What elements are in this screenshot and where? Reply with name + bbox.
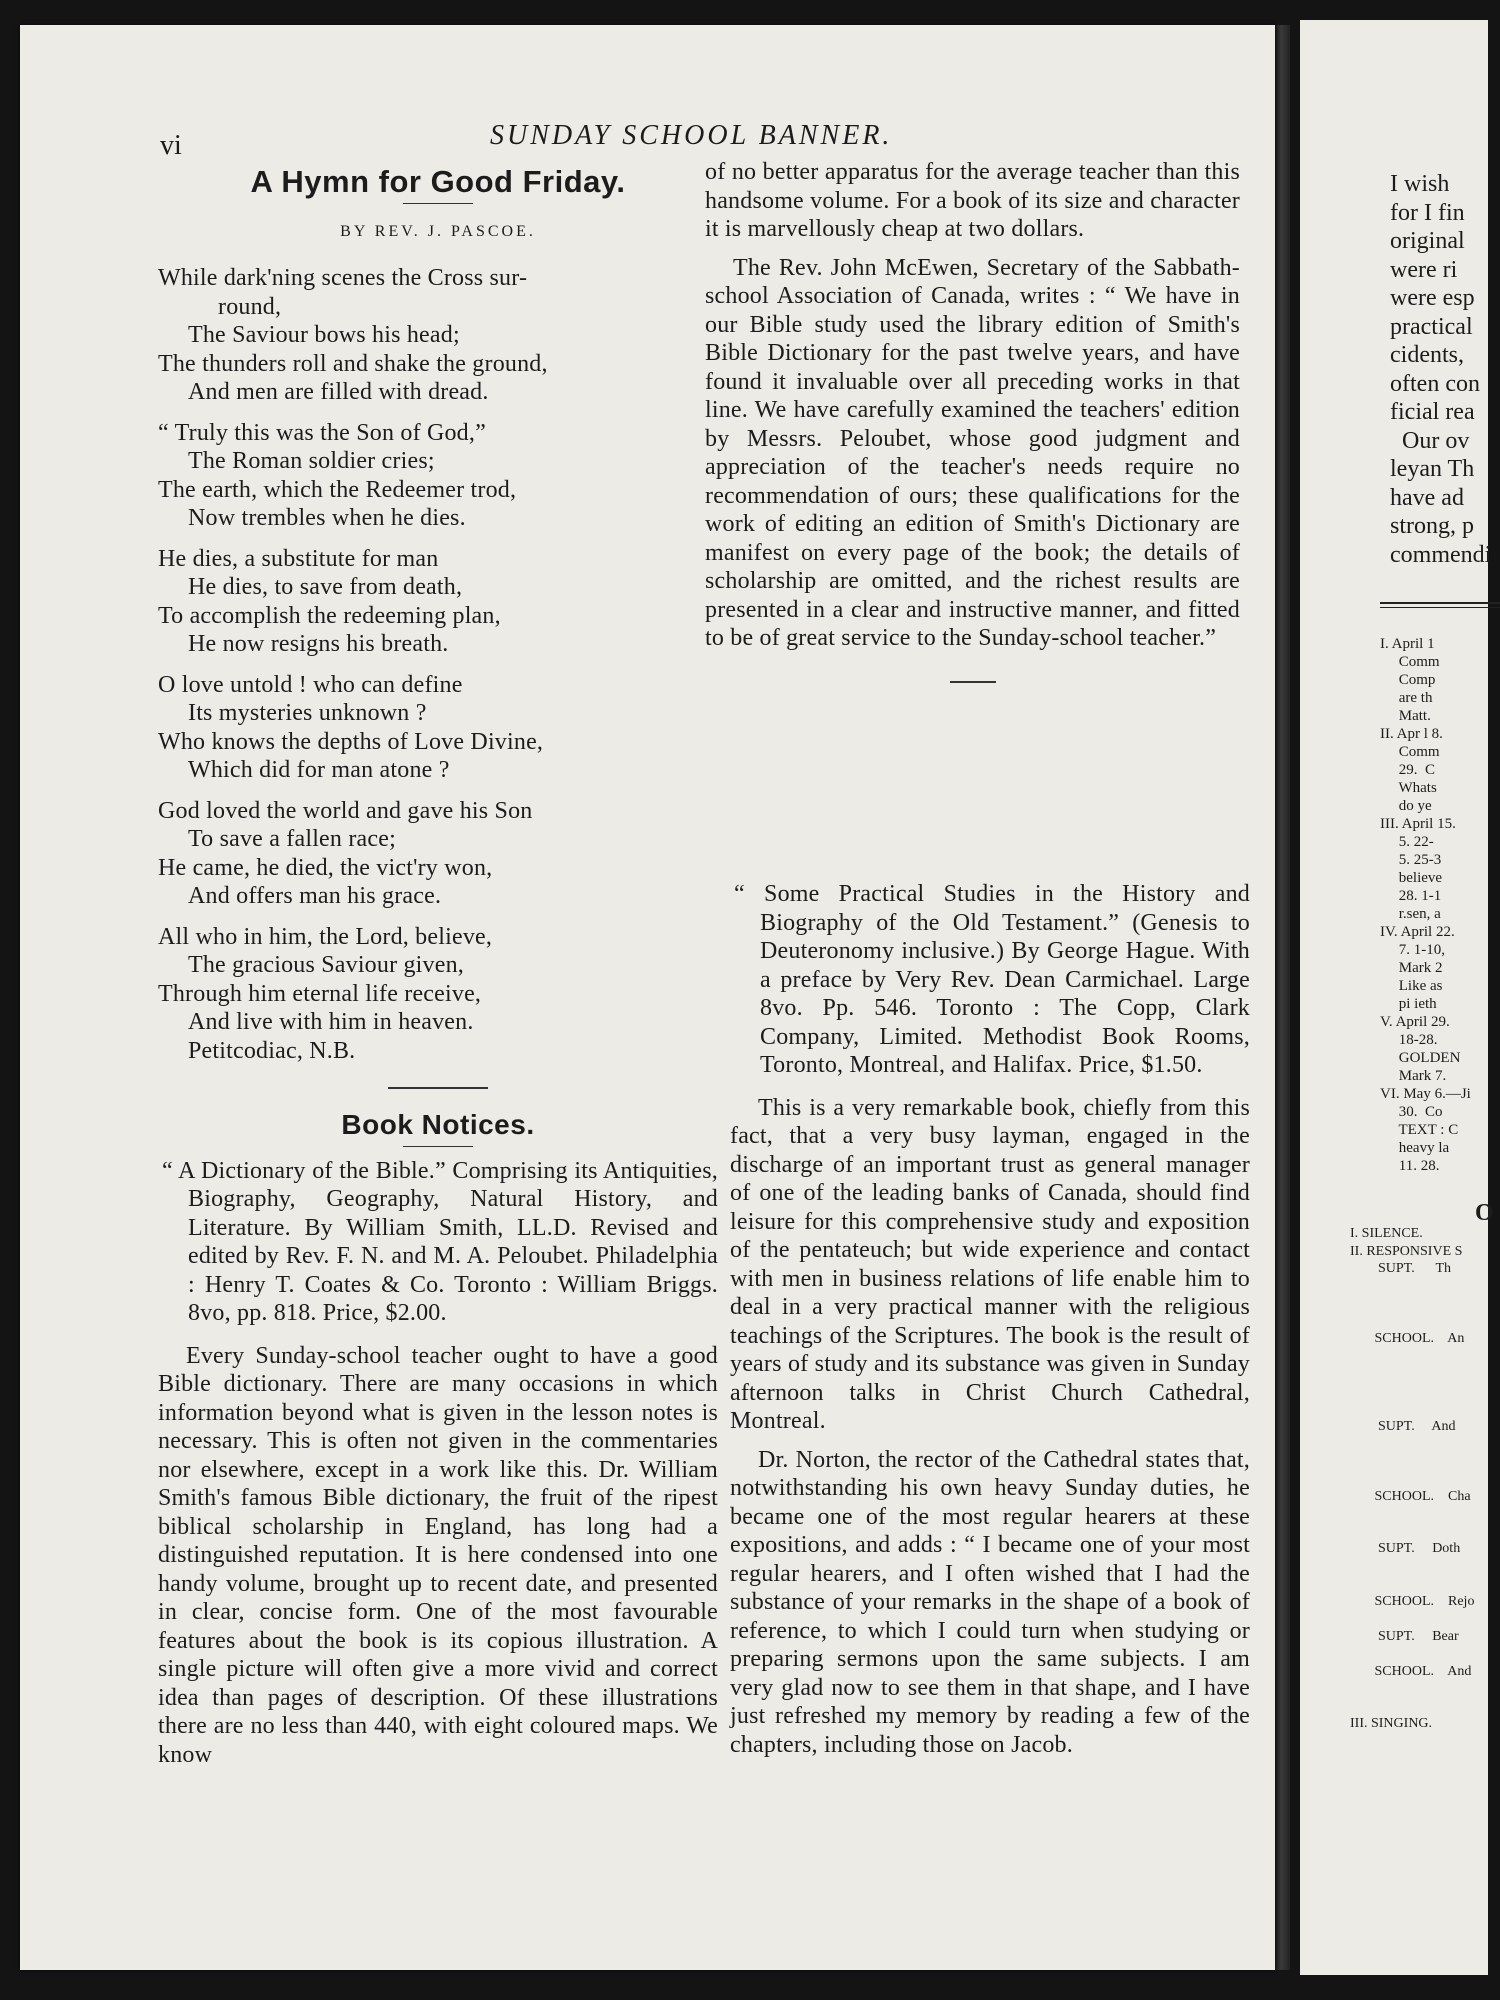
hymn-line: The thunders roll and shake the ground, — [158, 350, 548, 377]
left-column — [158, 164, 718, 1779]
facing-line: practical — [1390, 313, 1473, 340]
hymn-stanza — [158, 797, 718, 911]
right-column — [705, 158, 1240, 683]
order-of-service: I. SILENCE. II. RESPONSIVE S SUPT. Th SCHOOL. An SUPT. And SCHOOL. Cha SUPT. Doth SCHOOL. Rejo SUPT. Bear SCHOOL. And III. SINGING. — [1350, 1226, 1475, 1731]
facing-line: often con — [1390, 370, 1480, 397]
book-notice-practical-studies: “ Some Practical Studies in the History and Biography of the Old Testament.” (Genesis to Deuteronomy inclusive.) By George Hague. With a preface by Very Rev. Dean Carmichael. Large 8vo. Pp. 546. Toronto : The Copp, Clark Company, Limited. Methodist Book Rooms, Toronto, Montreal, and Halifax. Price, $1.50. — [734, 881, 1250, 1078]
facing-rule — [1380, 602, 1500, 608]
hymn-line: And live with him in heaven. — [188, 1009, 474, 1035]
review-paragraph-continued: of no better apparatus for the average teacher than this handsome volume. For a book of its size and character it is marvellously cheap at two dollars. — [705, 159, 1240, 242]
facing-line: leyan Th — [1390, 456, 1475, 482]
hymn-place: Petitcodiac, N.B. — [188, 1037, 356, 1064]
hymn-line: The gracious Saviour given, — [188, 952, 464, 978]
hymn-line: To save a fallen race; — [188, 826, 396, 852]
facing-line: cidents, — [1390, 342, 1470, 368]
facing-line: were ri — [1390, 256, 1458, 283]
hymn-line: All who in him, the Lord, believe, — [158, 923, 493, 950]
hymn-line: And men are filled with dread. — [188, 379, 489, 405]
facing-line: Our ov — [1390, 427, 1470, 454]
facing-line: for I fin — [1390, 199, 1465, 226]
hymn-line: And offers man his grace. — [188, 883, 442, 909]
hymn-line: To accomplish the redeeming plan, — [158, 602, 501, 629]
facing-line: have ad — [1390, 484, 1464, 511]
book-spine — [1275, 25, 1290, 1970]
hymn-line: Through him eternal life receive, — [158, 980, 482, 1007]
hymn-line: O love untold ! who can define — [158, 671, 463, 698]
title-rule — [403, 1146, 473, 1147]
page-number: vi — [160, 130, 182, 161]
facing-page-text — [1390, 170, 1491, 569]
review-quote-mcewen: The Rev. John McEwen, Secretary of the Sabbath-school Association of Canada, writes : “ We have in our Bible study used the library edition of Smith's Bible Dictionary for the past twelve years, and have found it invaluable over all preceding works in that line. We have carefully examined the teachers' edition by Messrs. Peloubet, whose good judgment and appreciation of the teacher's needs require no recommendation of ours; these qualifications for the work of editing an edition of Smith's Dictionary are manifest on every page of the book; the details of scholarship are omitted, and the richest results are presented in a clear and instructive manner, and fitted to be of great service to the Sunday-school teacher.” — [705, 254, 1240, 651]
title-rule — [403, 203, 473, 204]
right-column-lower — [730, 870, 1250, 1769]
hymn-line: He came, he died, the vict'ry won, — [158, 854, 493, 881]
hymn-stanza — [158, 264, 718, 407]
hymn-line: Which did for man atone ? — [188, 757, 450, 783]
hymn-stanza — [158, 923, 718, 1066]
hymn-line: Its mysteries unknown ? — [188, 700, 427, 726]
hymn-line: The Saviour bows his head; — [188, 322, 460, 348]
hymn-stanza — [158, 671, 718, 785]
review-paragraph: Every Sunday-school teacher ought to have a good Bible dictionary. There are many occasions in which information beyond what is given in the lesson notes is necessary. This is often not given in the commentaries nor elsewhere, except in a work like this. Dr. William Smith's famous Bible dictionary, the fruit of the ripest biblical scholarship in England, has long had a distinguished reputation. It is here condensed into one handy volume, brought up to recent date, and presented in clear, concise form. One of the most favourable features about the book is its copious illustration. A single picture will often give a more vivid and correct idea than pages of description. Of these illustrations there are no less than 440, with eight coloured maps. We know — [158, 1342, 718, 1768]
facing-line: ficial rea — [1390, 399, 1475, 425]
hymn-stanza — [158, 545, 718, 659]
hymn-line: God loved the world and gave his Son — [158, 797, 533, 824]
running-head: SUNDAY SCHOOL BANNER. — [490, 120, 893, 151]
hymn-line: Who knows the depths of Love Divine, — [158, 728, 544, 755]
facing-line: strong, p — [1390, 513, 1474, 539]
hymn-stanza — [158, 419, 718, 533]
book-notice-dictionary: “ A Dictionary of the Bible.” Comprising its Antiquities, Biography, Geography, Natural History, and Literature. By William Smith, LL.D. Revised and edited by Rev. F. N. and M. A. Peloubet. Philadelphia : Henry T. Coates & Co. Toronto : William Briggs. 8vo, pp. 818. Price, $2.00. — [162, 1157, 718, 1326]
facing-line: were esp — [1390, 285, 1475, 311]
book-notices-title: Book Notices. — [341, 1109, 535, 1140]
hymn-byline: BY REV. J. PASCOE. — [340, 222, 536, 240]
lesson-list: I. April 1 Comm Comp are th Matt. II. Apr l 8. Comm 29. C Whats do ye III. April 15. 5. 22- 5. 25-3 believe 28. 1-1 r.sen, a IV. April 22. 7. 1-10, Mark 2 Like as pi ieth V. April 29. 18-28. GOLDEN Mark 7. VI. May 6.—Ji 30. Co TEXT : C heavy la 11. 28. — [1380, 636, 1471, 1174]
hymn-line: round, — [218, 293, 282, 320]
facing-page — [1300, 20, 1494, 1975]
hymn-line: He now resigns his breath. — [188, 631, 449, 657]
section-rule — [388, 1087, 488, 1089]
hymn-line: Now trembles when he dies. — [188, 505, 466, 531]
review-quote-norton: Dr. Norton, the rector of the Cathedral states that, notwithstanding his own heavy Sunday duties, he became one of the most regular hearers at these expositions, and adds : “ I became one of your most regular hearers, and I often wished that I had the substance of your remarks in the shape of a book of reference, to which I could turn when studying or preparing sermons upon the same subjects. I am very glad now to see them in that shape, and I have just refreshed my memory by reading a few of the chapters, including those on Jacob. — [730, 1446, 1250, 1758]
hymn-line: “ Truly this was the Son of God,” — [158, 419, 486, 446]
hymn-line: The earth, which the Redeemer trod, — [158, 476, 517, 503]
hymn-line: He dies, to save from death, — [188, 574, 463, 600]
hymn-line: While dark'ning scenes the Cross sur- — [158, 265, 528, 291]
hymn-line: He dies, a substitute for man — [158, 545, 439, 572]
order-heading: O — [1475, 1200, 1494, 1226]
section-rule — [950, 681, 996, 683]
hymn-title: A Hymn for Good Friday. — [250, 164, 626, 199]
review-paragraph: This is a very remarkable book, chiefly from this fact, that a very busy layman, engaged in the discharge of an important trust as general manager of one of the leading banks of Canada, should find leisure for this comprehensive study and exposition of the pentateuch; but wide experience and contact with men in business relations of life enable him to deal in a very practical manner with the religious teachings of the Scriptures. The book is the result of years of study and its substance was given in Sunday afternoon talks in Christ Church Cathedral, Montreal. — [730, 1094, 1250, 1434]
facing-line: I wish — [1390, 171, 1450, 197]
facing-line: commendi — [1390, 541, 1492, 568]
facing-line: original — [1390, 228, 1465, 254]
hymn-line: The Roman soldier cries; — [188, 448, 435, 474]
